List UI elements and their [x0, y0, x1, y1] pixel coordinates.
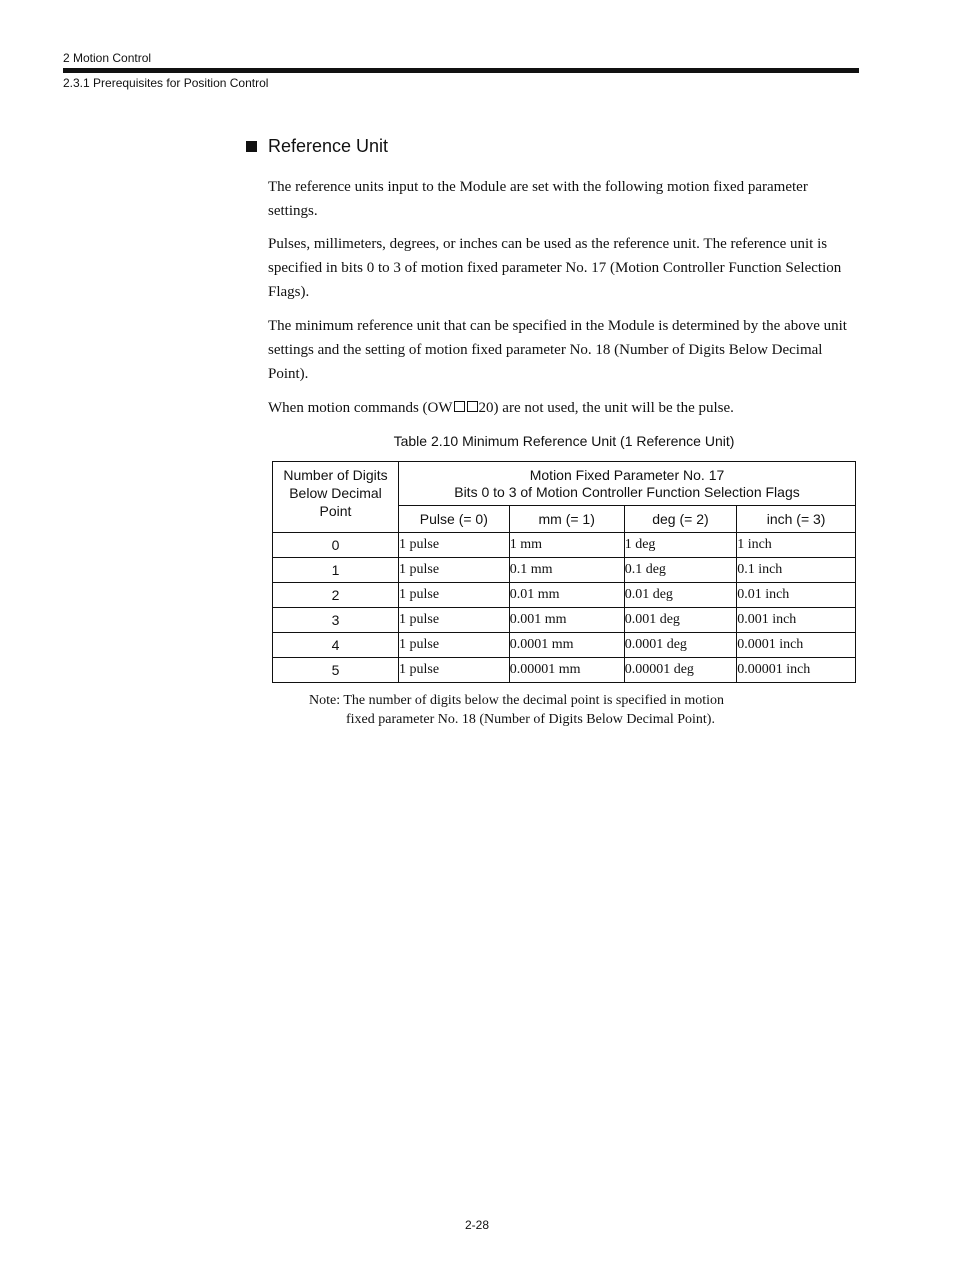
column-header-mm: mm (= 1) — [509, 506, 624, 533]
paragraph-4 — [268, 396, 858, 420]
mm-cell: 0.001 mm — [509, 608, 624, 633]
header-group-line1: Motion Fixed Parameter No. 17 — [529, 466, 725, 483]
note-line-2: fixed parameter No. 18 (Number of Digits Below Decimal Point). — [346, 712, 715, 727]
inch-cell: 0.1 inch — [737, 558, 856, 583]
mm-cell: 0.01 mm — [509, 583, 624, 608]
table-row — [273, 558, 856, 583]
header-section: 2.3.1 Prerequisites for Position Control — [63, 76, 269, 90]
table-caption: Table 2.10 Minimum Reference Unit (1 Reference Unit) — [393, 433, 735, 449]
digits-cell: 1 — [273, 558, 399, 583]
note-line-1: Note: The number of digits below the decimal point is specified in motion — [309, 693, 724, 708]
deg-cell: 0.0001 deg — [624, 633, 737, 658]
reference-unit-table — [272, 461, 856, 683]
mm-cell: 1 mm — [509, 533, 624, 558]
digits-cell: 3 — [273, 608, 399, 633]
table-row — [273, 633, 856, 658]
header-chapter: 2 Motion Control — [63, 51, 152, 65]
page-number: 2-28 — [464, 1218, 490, 1232]
paragraph-1: The reference units input to the Module are set with the following motion fixed parameter settings. — [268, 179, 808, 219]
column-header-pulse: Pulse (= 0) — [399, 506, 510, 533]
square-bullet-icon — [246, 141, 257, 152]
deg-cell: 0.001 deg — [624, 608, 737, 633]
paragraph-2: Pulses, millimeters, degrees, or inches can be used as the reference unit. The reference unit is specified in bits 0 to 3 of motion fixed parameter No. 17 (Motion Controller Function Selection Flags). — [268, 236, 842, 300]
column-header-inch: inch (= 3) — [737, 506, 856, 533]
pulse-cell: 1 pulse — [399, 633, 510, 658]
pulse-cell: 1 pulse — [399, 608, 510, 633]
digits-cell: 0 — [273, 533, 399, 558]
deg-cell: 0.01 deg — [624, 583, 737, 608]
deg-cell: 0.00001 deg — [624, 658, 737, 683]
pulse-cell: 1 pulse — [399, 583, 510, 608]
table-note — [309, 691, 724, 729]
pulse-cell: 1 pulse — [399, 558, 510, 583]
header-digits: Number of Digits Below Decimal Point — [273, 462, 399, 533]
deg-cell: 0.1 deg — [624, 558, 737, 583]
paragraph-3: The minimum reference unit that can be specified in the Module is determined by the above unit settings and the setting of motion fixed parameter No. 18 (Number of Digits Below Decimal Point). — [268, 318, 847, 382]
table-row — [273, 608, 856, 633]
deg-cell: 1 deg — [624, 533, 737, 558]
table-row — [273, 533, 856, 558]
inch-cell: 0.01 inch — [737, 583, 856, 608]
inch-cell: 0.0001 inch — [737, 633, 856, 658]
mm-cell: 0.0001 mm — [509, 633, 624, 658]
inch-cell: 1 inch — [737, 533, 856, 558]
table-row — [273, 583, 856, 608]
digits-cell: 4 — [273, 633, 399, 658]
column-header-deg: deg (= 2) — [624, 506, 737, 533]
header-group-line2: Bits 0 to 3 of Motion Controller Function Selection Flags — [454, 483, 800, 500]
digits-cell: 2 — [273, 583, 399, 608]
header-rule — [63, 68, 859, 73]
inch-cell: 0.00001 inch — [737, 658, 856, 683]
inch-cell: 0.001 inch — [737, 608, 856, 633]
pulse-cell: 1 pulse — [399, 533, 510, 558]
section-heading-text: Reference Unit — [268, 136, 389, 156]
table-row — [273, 658, 856, 683]
placeholder-square-icon — [454, 401, 465, 412]
mm-cell: 0.00001 mm — [509, 658, 624, 683]
paragraph-4-start: When motion commands (OW — [268, 400, 453, 416]
pulse-cell: 1 pulse — [399, 658, 510, 683]
section-heading — [246, 136, 388, 157]
paragraph-4-end: 20) are not used, the unit will be the pulse. — [478, 400, 734, 416]
placeholder-square-icon — [467, 401, 478, 412]
digits-cell: 5 — [273, 658, 399, 683]
header-group — [399, 462, 856, 506]
mm-cell: 0.1 mm — [509, 558, 624, 583]
